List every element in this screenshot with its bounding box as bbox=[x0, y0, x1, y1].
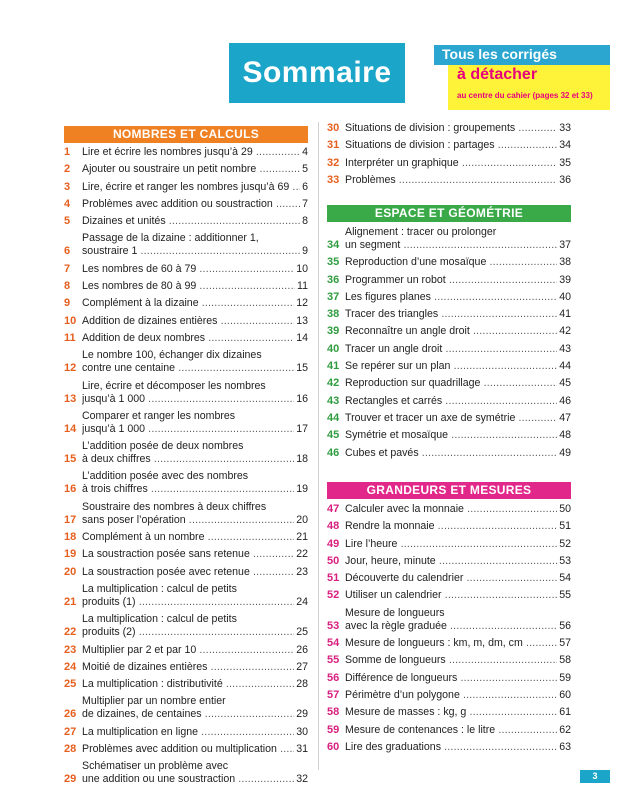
entry-page: 61 bbox=[559, 706, 571, 719]
entry-number: 20 bbox=[64, 565, 77, 578]
entry-title: Moitié de dizaines entières ..... bbox=[82, 661, 294, 674]
toc-entry[interactable] bbox=[327, 607, 571, 633]
toc-entry[interactable] bbox=[327, 672, 571, 685]
entry-title-row bbox=[345, 239, 557, 252]
toc-entry[interactable] bbox=[64, 349, 308, 375]
entry-page: 22 bbox=[296, 548, 308, 561]
entry-page: 54 bbox=[559, 572, 571, 585]
section-header-nombres: NOMBRES ET CALCULS bbox=[64, 126, 308, 143]
entry-number: 33 bbox=[327, 173, 340, 186]
entry-page: 51 bbox=[559, 520, 571, 533]
toc-entry[interactable] bbox=[327, 360, 571, 373]
entry-title: Problèmes avec addition ou multiplication ..... bbox=[82, 743, 294, 756]
entry-page: 56 bbox=[559, 619, 571, 632]
entry-title: Tracer des triangles ..... bbox=[345, 308, 557, 321]
entry-page: 19 bbox=[296, 483, 308, 496]
entry-title-block bbox=[82, 760, 294, 786]
entry-page: 25 bbox=[296, 626, 308, 639]
entry-title: Le nombre 100, échanger dix dizaines bbox=[82, 349, 262, 362]
entry-title: Alignement : tracer ou prolonger bbox=[345, 226, 497, 238]
entry-page: 17 bbox=[296, 422, 308, 435]
entry-number: 22 bbox=[64, 626, 77, 639]
entry-title-block bbox=[82, 232, 300, 258]
entry-title-block bbox=[82, 695, 294, 721]
page-title: Sommaire bbox=[242, 56, 392, 89]
toc-entry[interactable] bbox=[64, 613, 308, 639]
entry-title: La multiplication en ligne ..... bbox=[82, 726, 294, 739]
entry-page: 38 bbox=[559, 256, 571, 269]
entry-number: 34 bbox=[327, 239, 340, 251]
entry-title-block bbox=[82, 440, 294, 466]
entry-number: 42 bbox=[327, 377, 340, 390]
toc-entry[interactable] bbox=[327, 122, 571, 135]
entry-title: Calculer avec la monnaie ..... bbox=[345, 503, 557, 516]
entry-title-line2: produits (1) ..... bbox=[82, 596, 294, 609]
entry-title: Mesure de longueurs : km, m, dm, cm ..... bbox=[345, 637, 557, 650]
toc-entry[interactable] bbox=[64, 280, 308, 293]
entry-page: 34 bbox=[559, 139, 571, 152]
entry-title: Dizaines et unités ..... bbox=[82, 215, 300, 228]
entry-page: 10 bbox=[296, 262, 308, 275]
entry-title: Passage de la dizaine : additionner 1, bbox=[82, 232, 259, 245]
entry-title: Mesure de contenances : le litre ..... bbox=[345, 724, 557, 737]
toc-entry[interactable] bbox=[64, 297, 308, 310]
entry-number: 19 bbox=[64, 548, 77, 561]
toc-list-nombres bbox=[64, 146, 308, 791]
toc-entry[interactable] bbox=[64, 695, 308, 721]
entry-page: 6 bbox=[302, 180, 308, 193]
entry-title-row bbox=[82, 393, 294, 406]
entry-page: 7 bbox=[302, 197, 308, 210]
toc-entry[interactable] bbox=[327, 157, 571, 170]
entry-title: La soustraction posée sans retenue ..... bbox=[82, 548, 294, 561]
entry-page: 4 bbox=[302, 146, 308, 158]
entry-number: 37 bbox=[327, 290, 340, 303]
entry-page: 20 bbox=[296, 513, 308, 526]
entry-number: 55 bbox=[327, 654, 340, 667]
entry-title: Multiplier par 2 et par 10 ..... bbox=[82, 644, 294, 657]
toc-entry[interactable] bbox=[64, 332, 308, 345]
toc-entry[interactable] bbox=[327, 447, 571, 460]
entry-page: 5 bbox=[302, 163, 308, 176]
entry-title: Soustraire des nombres à deux chiffres bbox=[82, 500, 267, 513]
entry-page: 36 bbox=[559, 173, 571, 186]
corriges-line-1: Tous les corrigés bbox=[442, 46, 557, 62]
entry-number: 29 bbox=[64, 773, 77, 786]
entry-title-line2: de dizaines, de centaines ..... bbox=[82, 708, 294, 721]
toc-entry[interactable] bbox=[64, 743, 308, 756]
entry-title-line2: jusqu’à 1 000 ..... bbox=[82, 423, 294, 436]
entry-title-row bbox=[82, 626, 294, 639]
entry-number: 35 bbox=[327, 256, 340, 269]
entry-title: Périmètre d’un polygone ..... bbox=[345, 689, 557, 702]
entry-number: 31 bbox=[327, 139, 340, 152]
section-header-espace: ESPACE ET GÉOMÉTRIE bbox=[327, 205, 571, 222]
toc-entry[interactable] bbox=[64, 263, 308, 276]
entry-number: 54 bbox=[327, 637, 340, 650]
entry-page: 46 bbox=[559, 394, 571, 407]
entry-number: 5 bbox=[64, 215, 71, 228]
corriges-line-2: à détacher bbox=[457, 66, 538, 83]
toc-entry[interactable] bbox=[64, 678, 308, 691]
toc-entry[interactable] bbox=[64, 315, 308, 328]
entry-number: 10 bbox=[64, 314, 77, 327]
entry-title: Complément à un nombre ..... bbox=[82, 531, 294, 544]
entry-page: 42 bbox=[559, 325, 571, 338]
entry-number: 6 bbox=[64, 245, 71, 258]
entry-title-line2: à deux chiffres ..... bbox=[82, 453, 294, 466]
toc-entry[interactable] bbox=[327, 274, 571, 287]
entry-title-line2: contre une centaine ..... bbox=[82, 362, 294, 375]
entry-page: 52 bbox=[559, 537, 571, 550]
entry-title-row bbox=[82, 423, 294, 436]
toc-entry[interactable] bbox=[327, 741, 571, 754]
entry-title: Reproduction sur quadrillage ..... bbox=[345, 377, 557, 390]
entry-title: Rectangles et carrés ..... bbox=[345, 395, 557, 408]
entry-number: 49 bbox=[327, 537, 340, 550]
entry-title-line2: soustraire 1 ..... bbox=[82, 245, 300, 258]
entry-number: 16 bbox=[64, 483, 77, 496]
entry-title-line2: une addition ou une soustraction ..... bbox=[82, 773, 294, 786]
entry-number: 7 bbox=[64, 262, 71, 275]
entry-number: 30 bbox=[327, 122, 340, 134]
entry-page: 9 bbox=[302, 245, 308, 258]
section-header-grandeurs: GRANDEURS ET MESURES bbox=[327, 482, 571, 499]
entry-page: 24 bbox=[296, 595, 308, 608]
toc-entry[interactable] bbox=[64, 410, 308, 436]
entry-title: Cubes et pavés ..... bbox=[345, 447, 557, 460]
entry-title-row bbox=[82, 596, 294, 609]
toc-entry[interactable] bbox=[327, 520, 571, 533]
entry-number: 45 bbox=[327, 429, 340, 442]
entry-number: 3 bbox=[64, 180, 71, 193]
entry-title: La multiplication : distributivité ..... bbox=[82, 678, 294, 691]
entry-title: Se repérer sur un plan ..... bbox=[345, 360, 557, 373]
entry-title-row bbox=[82, 453, 294, 466]
entry-number: 41 bbox=[327, 360, 340, 373]
entry-title: Lire des graduations ..... bbox=[345, 741, 557, 754]
entry-number: 26 bbox=[64, 708, 77, 721]
entry-page: 49 bbox=[559, 446, 571, 459]
entry-title: Lire, écrire et décomposer les nombres bbox=[82, 379, 266, 392]
entry-page: 58 bbox=[559, 654, 571, 667]
toc-entry[interactable] bbox=[327, 308, 571, 321]
entry-number: 12 bbox=[64, 362, 77, 375]
entry-title: Mesure de longueurs bbox=[345, 606, 445, 619]
entry-title-row bbox=[82, 514, 294, 527]
entry-title-block bbox=[345, 226, 557, 252]
toc-entry[interactable] bbox=[327, 589, 571, 602]
toc-entry[interactable] bbox=[327, 724, 571, 737]
entry-number: 56 bbox=[327, 671, 340, 684]
toc-entry[interactable] bbox=[64, 548, 308, 561]
entry-title: Situations de division : partages ..... bbox=[345, 139, 557, 152]
entry-page: 60 bbox=[559, 688, 571, 701]
toc-entry[interactable] bbox=[64, 501, 308, 527]
toc-entry[interactable] bbox=[327, 555, 571, 568]
entry-number: 46 bbox=[327, 446, 340, 459]
entry-page: 30 bbox=[296, 725, 308, 738]
entry-title-line2: un segment ..... bbox=[345, 239, 557, 252]
toc-entry[interactable] bbox=[327, 343, 571, 356]
entry-page: 8 bbox=[302, 215, 308, 228]
entry-page: 48 bbox=[559, 429, 571, 442]
entry-number: 52 bbox=[327, 589, 340, 602]
entry-page: 59 bbox=[559, 671, 571, 684]
entry-title-row bbox=[82, 483, 294, 496]
entry-page: 50 bbox=[559, 503, 571, 515]
entry-number: 15 bbox=[64, 453, 77, 466]
entry-number: 60 bbox=[327, 740, 340, 753]
toc-entry[interactable] bbox=[327, 174, 571, 187]
entry-number: 44 bbox=[327, 411, 340, 424]
entry-number: 21 bbox=[64, 595, 77, 608]
entry-page: 40 bbox=[559, 290, 571, 303]
entry-title-block bbox=[82, 380, 294, 406]
toc-entry[interactable] bbox=[327, 256, 571, 269]
entry-number: 27 bbox=[64, 725, 77, 738]
entry-number: 59 bbox=[327, 723, 340, 736]
entry-title-row bbox=[82, 773, 294, 786]
entry-number: 40 bbox=[327, 342, 340, 355]
entry-number: 58 bbox=[327, 706, 340, 719]
entry-title: Interpréter un graphique ..... bbox=[345, 157, 557, 170]
entry-title: Rendre la monnaie ..... bbox=[345, 520, 557, 533]
entry-title-row bbox=[82, 362, 294, 375]
entry-title-line2: sans poser l’opération ..... bbox=[82, 514, 294, 527]
entry-page: 35 bbox=[559, 156, 571, 169]
entry-title: La multiplication : calcul de petits bbox=[82, 582, 237, 595]
toc-entry[interactable] bbox=[327, 503, 571, 516]
entry-number: 11 bbox=[64, 331, 76, 344]
toc-entry[interactable] bbox=[327, 689, 571, 702]
entry-title: Problèmes avec addition ou soustraction ..... bbox=[82, 198, 300, 211]
entry-page: 26 bbox=[296, 643, 308, 656]
entry-title: L’addition posée de deux nombres bbox=[82, 440, 244, 453]
entry-number: 18 bbox=[64, 531, 77, 544]
entry-number: 9 bbox=[64, 297, 71, 310]
entry-title-block bbox=[82, 583, 294, 609]
entry-page: 27 bbox=[296, 660, 308, 673]
toc-entry[interactable] bbox=[327, 706, 571, 719]
entry-number: 50 bbox=[327, 554, 340, 567]
toc-entry[interactable] bbox=[64, 661, 308, 674]
entry-title: Découverte du calendrier ..... bbox=[345, 572, 557, 585]
toc-entry[interactable] bbox=[327, 291, 571, 304]
entry-number: 13 bbox=[64, 392, 77, 405]
entry-title-block bbox=[82, 470, 294, 496]
page-number: 3 bbox=[580, 770, 610, 783]
entry-number: 1 bbox=[64, 146, 71, 158]
entry-title-block bbox=[82, 613, 294, 639]
entry-title: Multiplier par un nombre entier bbox=[82, 695, 226, 708]
entry-title: Schématiser un problème avec bbox=[82, 760, 229, 773]
entry-title-block bbox=[82, 349, 294, 375]
entry-page: 15 bbox=[296, 362, 308, 375]
entry-title: Lire, écrire et ranger les nombres jusqu’à 69 ..... bbox=[82, 181, 300, 194]
toc-entry[interactable] bbox=[327, 572, 571, 585]
entry-page: 62 bbox=[559, 723, 571, 736]
entry-number: 32 bbox=[327, 156, 340, 169]
entry-page: 53 bbox=[559, 554, 571, 567]
entry-number: 23 bbox=[64, 643, 77, 656]
entry-number: 8 bbox=[64, 280, 71, 293]
toc-entry[interactable] bbox=[327, 538, 571, 551]
entry-number: 53 bbox=[327, 619, 340, 632]
entry-title: Somme de longueurs ..... bbox=[345, 654, 557, 667]
entry-title: Addition de deux nombres ..... bbox=[82, 332, 294, 345]
entry-title-line2: à trois chiffres ..... bbox=[82, 483, 294, 496]
entry-number: 43 bbox=[327, 394, 340, 407]
entry-title: Les nombres de 80 à 99 ..... bbox=[82, 280, 295, 293]
entry-title: Trouver et tracer un axe de symétrie ..... bbox=[345, 412, 557, 425]
entry-page: 13 bbox=[296, 314, 308, 327]
entry-number: 4 bbox=[64, 197, 71, 210]
entry-title-line2: jusqu’à 1 000 ..... bbox=[82, 393, 294, 406]
toc-entry[interactable] bbox=[64, 531, 308, 544]
entry-title: Différence de longueurs ..... bbox=[345, 672, 557, 685]
entry-page: 14 bbox=[296, 331, 308, 344]
toc-entry[interactable] bbox=[327, 637, 571, 650]
entry-page: 63 bbox=[559, 740, 571, 753]
toc-entry[interactable] bbox=[64, 181, 308, 194]
entry-page: 39 bbox=[559, 273, 571, 286]
entry-title: La multiplication : calcul de petits bbox=[82, 613, 237, 626]
toc-list-grandeurs bbox=[327, 503, 571, 758]
entry-title: Les figures planes ..... bbox=[345, 291, 557, 304]
toc-entry[interactable] bbox=[64, 198, 308, 211]
toc-entry[interactable] bbox=[64, 215, 308, 228]
title-box bbox=[229, 43, 405, 103]
entry-page: 41 bbox=[559, 308, 571, 321]
entry-title: Comparer et ranger les nombres bbox=[82, 409, 236, 422]
toc-entry[interactable] bbox=[64, 163, 308, 176]
entry-page: 11 bbox=[297, 280, 308, 293]
entry-page: 16 bbox=[296, 392, 308, 405]
toc-entry[interactable] bbox=[64, 470, 308, 496]
entry-page: 37 bbox=[559, 239, 571, 251]
entry-title-block bbox=[82, 410, 294, 436]
entry-number: 2 bbox=[64, 163, 71, 176]
entry-title: Problèmes ..... bbox=[345, 174, 557, 187]
entry-number: 28 bbox=[64, 743, 77, 756]
entry-title: Tracer un angle droit ..... bbox=[345, 343, 557, 356]
entry-title: La soustraction posée avec retenue ..... bbox=[82, 566, 294, 579]
toc-entry[interactable] bbox=[64, 566, 308, 579]
entry-title: Les nombres de 60 à 79 ..... bbox=[82, 263, 294, 276]
toc-entry[interactable] bbox=[327, 395, 571, 408]
toc-entry[interactable] bbox=[327, 139, 571, 152]
entry-title: Mesure de masses : kg, g ..... bbox=[345, 706, 557, 719]
toc-list-nombres-cont bbox=[327, 122, 571, 191]
entry-title: L’addition posée avec des nombres bbox=[82, 470, 249, 483]
toc-entry[interactable] bbox=[327, 654, 571, 667]
entry-page: 45 bbox=[559, 377, 571, 390]
entry-number: 14 bbox=[64, 422, 77, 435]
entry-title-row bbox=[82, 708, 294, 721]
entry-title: Reproduction d’une mosaïque ..... bbox=[345, 256, 557, 269]
entry-page: 57 bbox=[559, 637, 571, 650]
entry-title: Lire l’heure ..... bbox=[345, 538, 557, 551]
toc-entry[interactable] bbox=[64, 644, 308, 657]
entry-title: Lire et écrire les nombres jusqu’à 29 ..... bbox=[82, 146, 300, 159]
entry-title-block bbox=[82, 501, 294, 527]
entry-title: Complément à la dizaine ..... bbox=[82, 297, 294, 310]
toc-entry[interactable] bbox=[327, 429, 571, 442]
toc-entry[interactable] bbox=[327, 377, 571, 390]
entry-title: Ajouter ou soustraire un petit nombre ..... bbox=[82, 163, 300, 176]
entry-title-line2: avec la règle graduée ..... bbox=[345, 620, 557, 633]
entry-page: 44 bbox=[559, 360, 571, 373]
entry-title: Situations de division : groupements ..... bbox=[345, 122, 557, 135]
column-divider bbox=[318, 122, 319, 770]
entry-title: Reconnaître un angle droit ..... bbox=[345, 325, 557, 338]
entry-title: Addition de dizaines entières ..... bbox=[82, 315, 294, 328]
toc-entry[interactable] bbox=[64, 440, 308, 466]
toc-entry[interactable] bbox=[327, 325, 571, 338]
entry-page: 21 bbox=[296, 531, 308, 544]
entry-title: Programmer un robot ..... bbox=[345, 274, 557, 287]
entry-number: 47 bbox=[327, 503, 340, 515]
toc-list-espace bbox=[327, 226, 571, 464]
entry-number: 48 bbox=[327, 520, 340, 533]
toc-entry[interactable] bbox=[64, 583, 308, 609]
entry-page: 18 bbox=[296, 453, 308, 466]
entry-page: 55 bbox=[559, 589, 571, 602]
entry-number: 24 bbox=[64, 660, 77, 673]
entry-page: 29 bbox=[296, 708, 308, 721]
entry-number: 57 bbox=[327, 688, 340, 701]
entry-page: 33 bbox=[559, 122, 571, 134]
toc-entry[interactable] bbox=[64, 726, 308, 739]
entry-title-row bbox=[345, 620, 557, 633]
entry-title: Utiliser un calendrier ..... bbox=[345, 589, 557, 602]
entry-title-line2: produits (2) ..... bbox=[82, 626, 294, 639]
entry-page: 12 bbox=[296, 297, 308, 310]
entry-page: 31 bbox=[296, 743, 308, 756]
entry-page: 32 bbox=[296, 773, 308, 786]
entry-title-row bbox=[82, 245, 300, 258]
toc-entry[interactable] bbox=[327, 226, 571, 252]
entry-number: 17 bbox=[64, 513, 77, 526]
entry-page: 28 bbox=[296, 678, 308, 691]
entry-title: Jour, heure, minute ..... bbox=[345, 555, 557, 568]
toc-entry[interactable] bbox=[64, 146, 308, 159]
toc-entry[interactable] bbox=[327, 412, 571, 425]
corriges-line-3: au centre du cahier (pages 32 et 33) bbox=[457, 91, 593, 100]
toc-entry[interactable] bbox=[64, 232, 308, 258]
entry-title: Symétrie et mosaïque ..... bbox=[345, 429, 557, 442]
entry-number: 51 bbox=[327, 572, 340, 585]
entry-title-block bbox=[345, 607, 557, 633]
toc-entry[interactable] bbox=[64, 760, 308, 786]
toc-entry[interactable] bbox=[64, 380, 308, 406]
entry-page: 23 bbox=[296, 565, 308, 578]
entry-page: 43 bbox=[559, 342, 571, 355]
entry-page: 47 bbox=[559, 411, 571, 424]
entry-number: 25 bbox=[64, 678, 77, 691]
entry-number: 39 bbox=[327, 325, 340, 338]
entry-number: 38 bbox=[327, 308, 340, 321]
entry-number: 36 bbox=[327, 273, 340, 286]
